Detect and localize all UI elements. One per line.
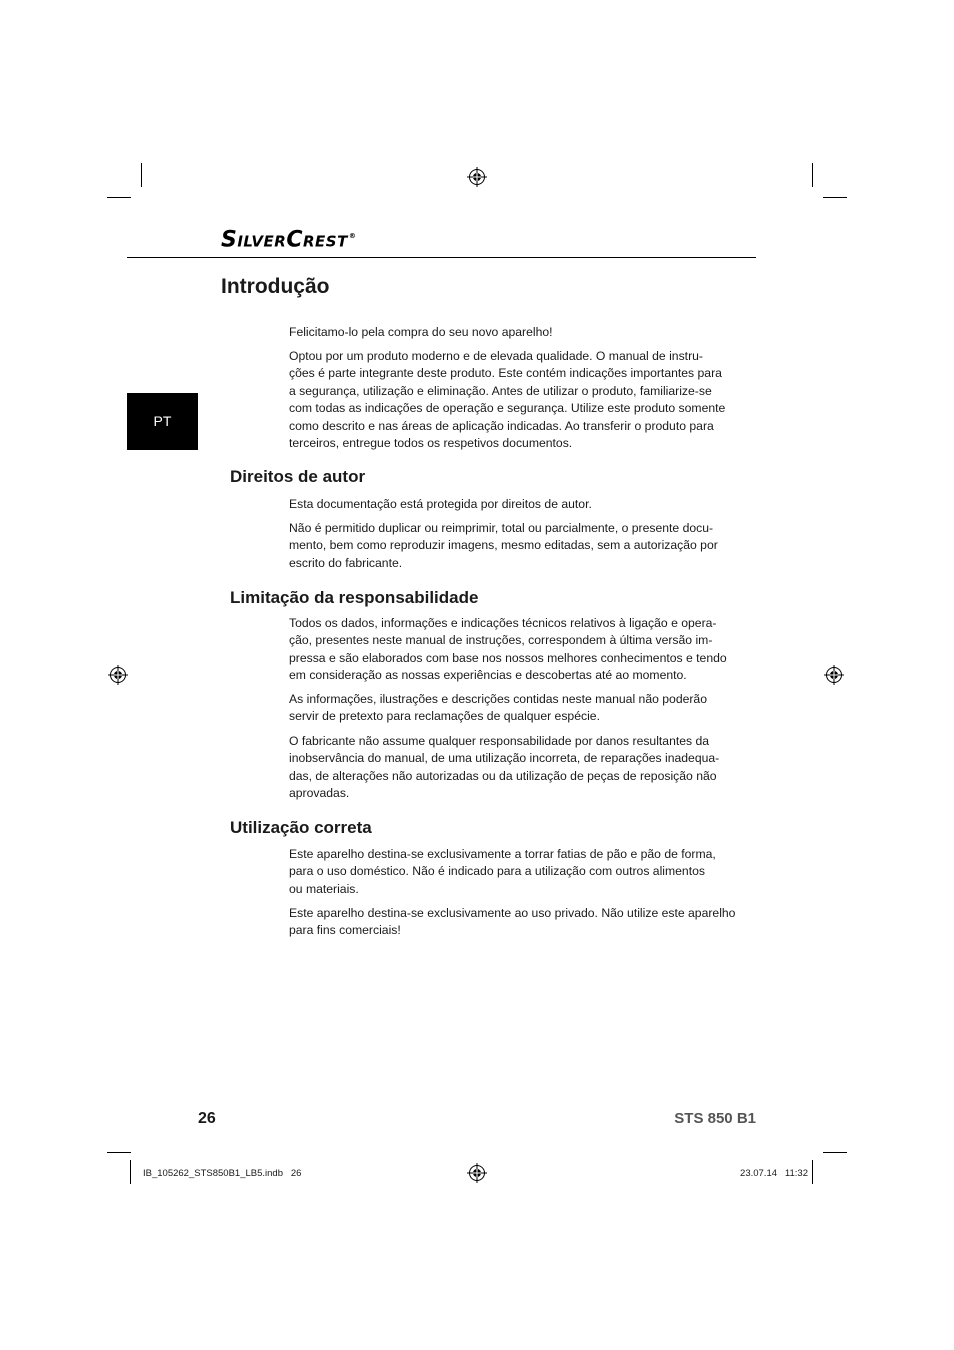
print-slug-date: 23.07.14 11:32 [740, 1168, 808, 1179]
intro-paragraph-1: Felicitamo-lo pela compra do seu novo aparelho! [289, 325, 553, 339]
liability-paragraph-2: As informações, ilustrações e descrições contidas neste manual não poderão servir de pretexto para reclamações de qualquer espécie. [289, 692, 707, 724]
crop-mark-icon [823, 1152, 847, 1153]
model-number: STS 850 B1 [674, 1110, 756, 1127]
registration-mark-icon [824, 665, 844, 685]
intended-use-paragraph-2: Este aparelho destina-se exclusivamente ao uso privado. Não utilize este aparelho para fins comerciais! [289, 906, 736, 938]
language-tab [127, 393, 198, 450]
crop-mark-icon [823, 197, 847, 198]
print-slug-file: IB_105262_STS850B1_LB5.indb 26 [143, 1168, 302, 1179]
copyright-paragraph-1: Esta documentação está protegida por direitos de autor. [289, 497, 592, 511]
crop-mark-icon [812, 1160, 813, 1184]
brand-logo [221, 222, 356, 254]
copyright-paragraph-2: Não é permitido duplicar ou reimprimir, total ou parcialmente, o presente docu- mento, bem como reproduzir imagens, mesmo editadas, sem a autorização por escrito do fabricante. [289, 521, 718, 570]
intro-paragraph-2: Optou por um produto moderno e de elevada qualidade. O manual de instru- ções é parte integrante deste produto. Este contém indicações importantes para a segurança, utilização e eliminação. Antes de utilizar o produto, familiarize-se com todas as indicações de operação e segurança. Utilize este produto somente como descrito e nas áreas de aplicação indicadas. Ao transferir o produto para terceiros, entregue todos os respetivos documentos. [289, 349, 726, 451]
crop-mark-icon [812, 163, 813, 187]
section-heading-liability: Limitação da responsabilidade [230, 588, 479, 607]
page-title: Introdução [221, 275, 330, 298]
section-heading-intended-use: Utilização correta [230, 818, 372, 837]
section-heading-copyright: Direitos de autor [230, 467, 366, 486]
crop-mark-icon [107, 1152, 131, 1153]
language-tab-label: PT [153, 413, 172, 429]
crop-mark-icon [130, 1160, 131, 1184]
registered-mark: ® [348, 232, 357, 240]
crop-mark-icon [141, 163, 142, 187]
registration-mark-icon [467, 1163, 487, 1183]
page-number: 26 [198, 1110, 216, 1127]
brand-name: SilverCrest [221, 227, 348, 253]
liability-paragraph-1: Todos os dados, informações e indicações técnicos relativos à ligação e opera- ção, presentes neste manual de instruções, correspondem à última versão im- pressa e são elaborados com base nos nossos melhores conhecimentos e tendo em consideração as nossas experiências e descobertas até ao momento. [289, 616, 727, 683]
registration-mark-icon [467, 167, 487, 187]
header-rule [127, 257, 756, 258]
registration-mark-icon [108, 665, 128, 685]
liability-paragraph-3: O fabricante não assume qualquer responsabilidade por danos resultantes da inobservância do manual, de uma utilização incorreta, de reparações inadequa- das, de alterações não autorizadas ou da utilização de peças de reposição não aprovadas. [289, 734, 720, 801]
crop-mark-icon [107, 197, 131, 198]
intended-use-paragraph-1: Este aparelho destina-se exclusivamente a torrar fatias de pão e pão de forma, para o uso doméstico. Não é indicado para a utilização com outros alimentos ou materiais. [289, 847, 716, 896]
